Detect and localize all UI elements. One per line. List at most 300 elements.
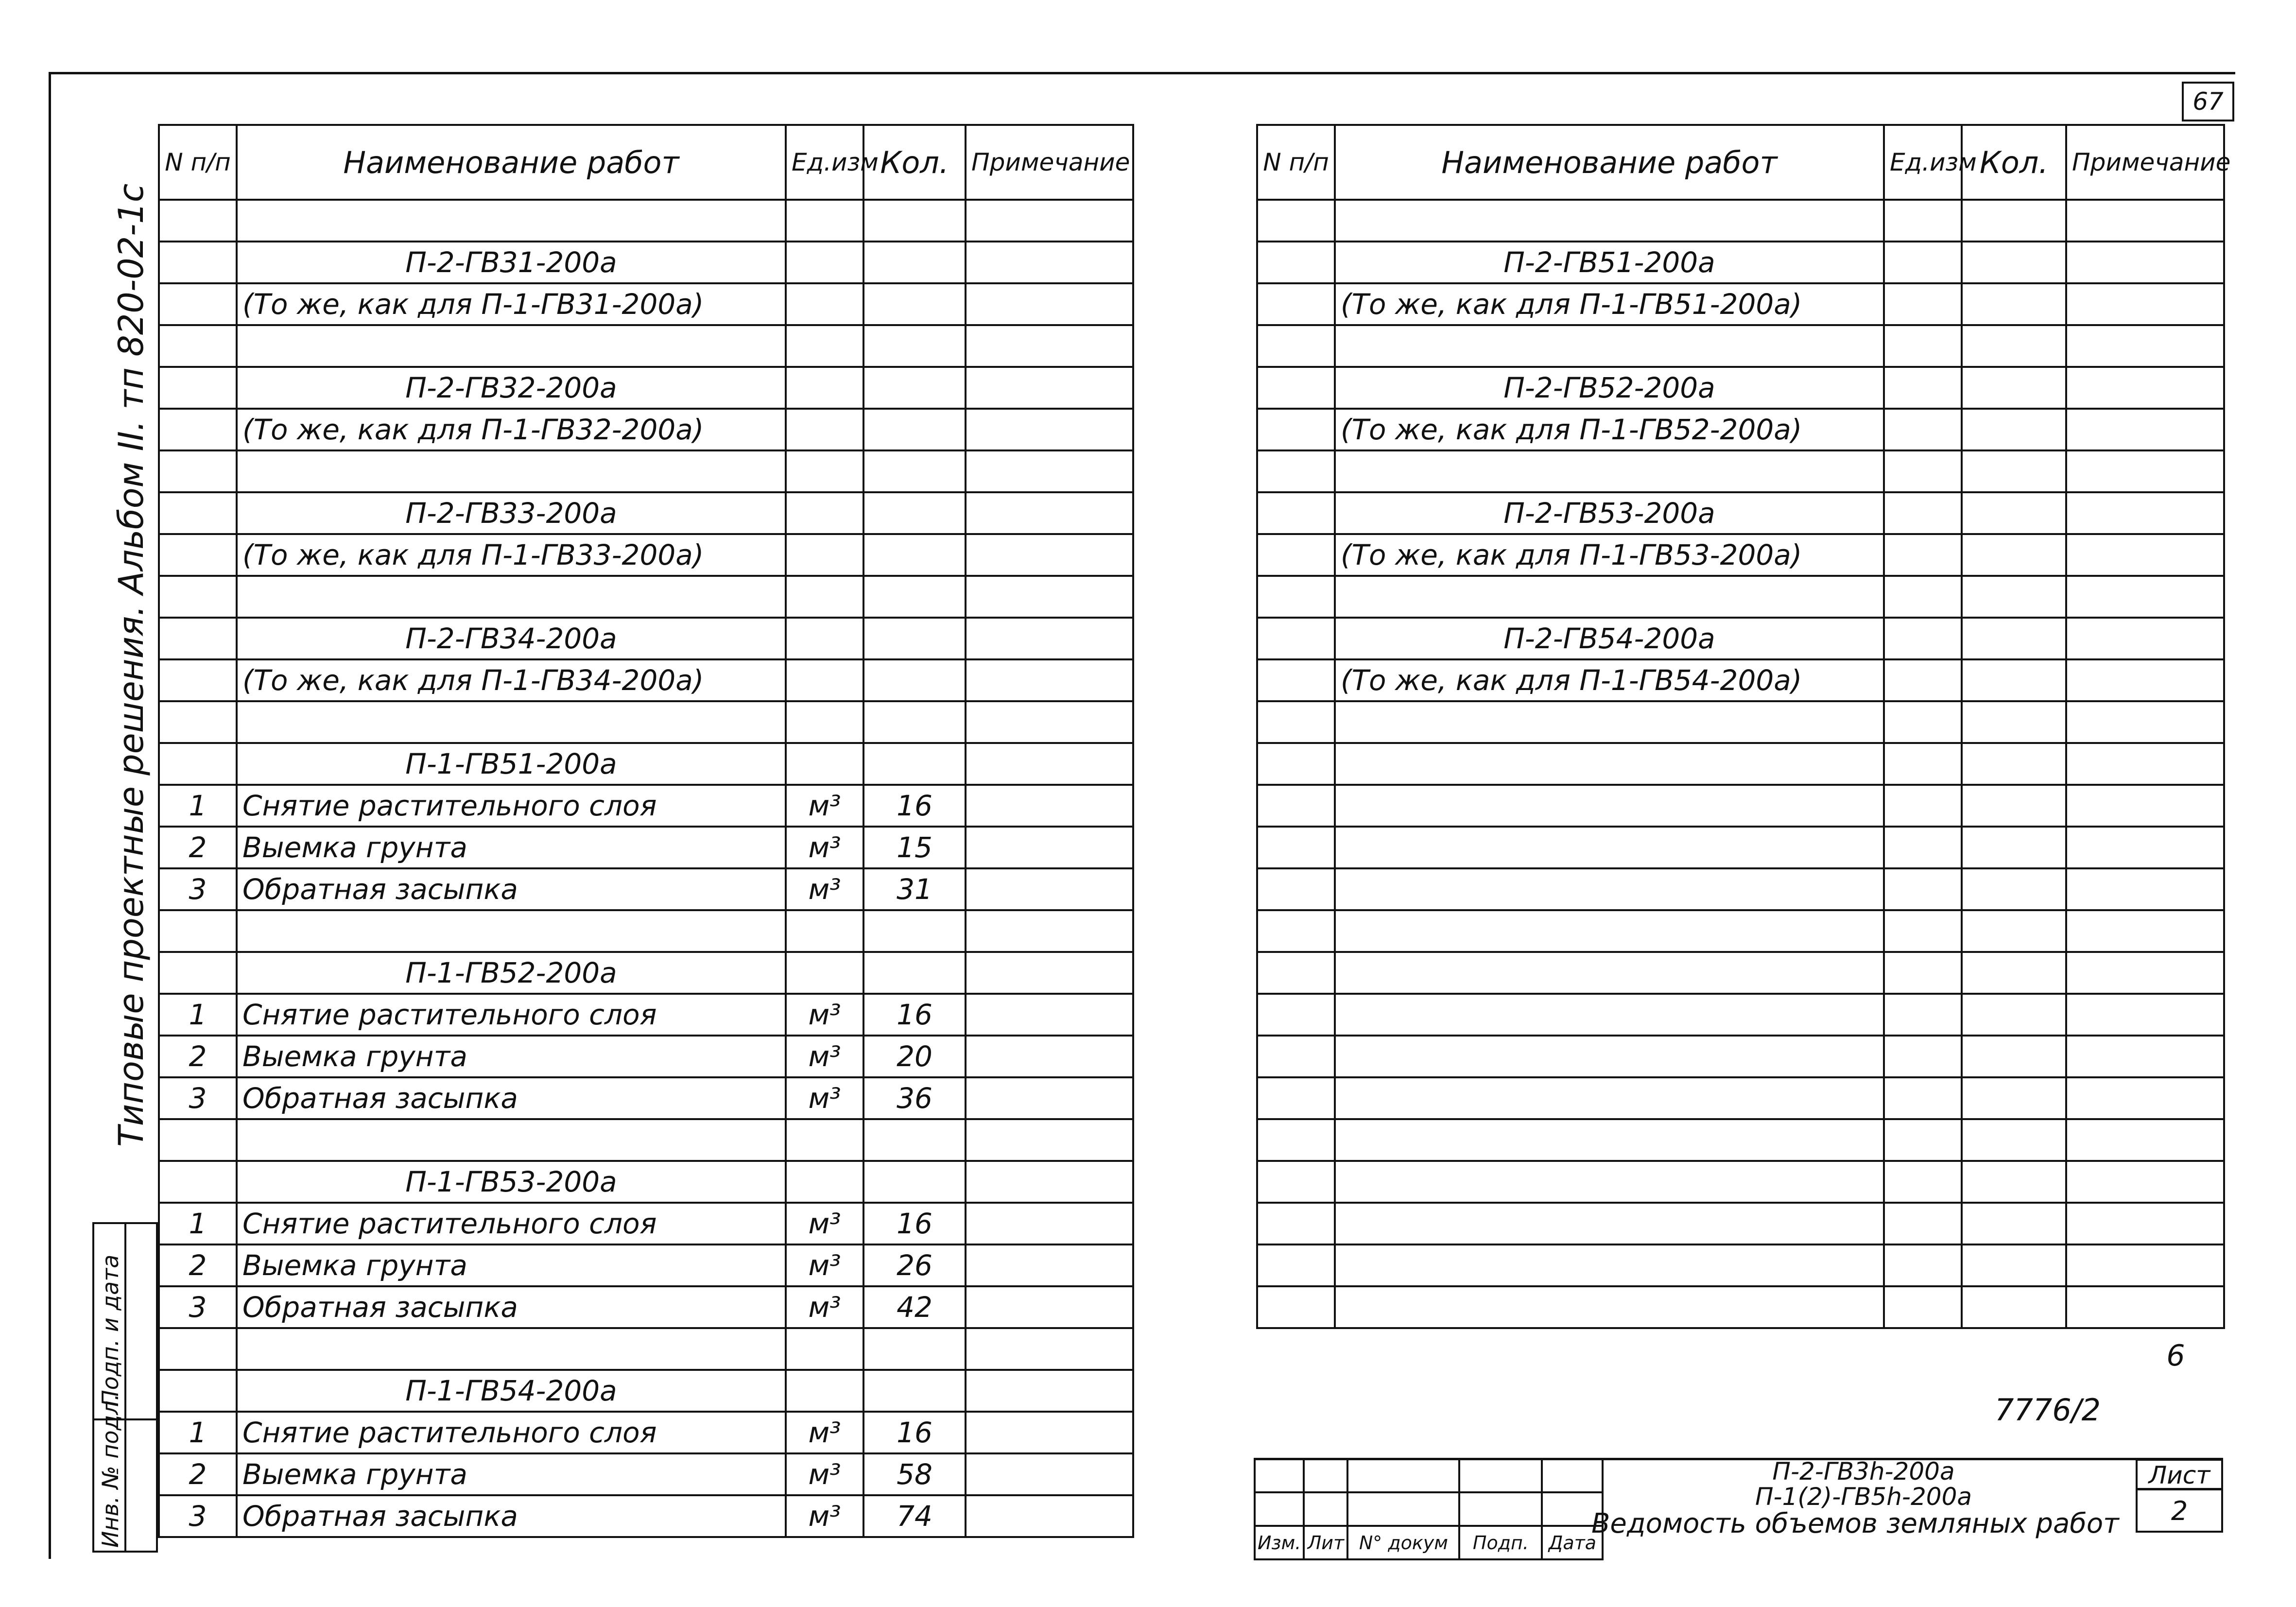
reference-row — [159, 283, 1133, 325]
empty-cell — [1257, 1036, 1335, 1077]
blank-row — [1257, 994, 2224, 1036]
item-unit: м³ — [786, 827, 863, 868]
empty-cell — [237, 450, 786, 492]
blank-row — [1257, 450, 2224, 492]
empty-cell — [159, 701, 237, 743]
section-row — [1257, 492, 2224, 534]
item-note — [966, 1036, 1133, 1077]
reference-row — [159, 659, 1133, 701]
item-unit: м³ — [786, 1412, 863, 1453]
item-quantity — [863, 283, 966, 325]
doc-code-2: П-1(2)-ГВ5h-200а — [1755, 1483, 1972, 1511]
empty-cell — [1962, 910, 2066, 952]
section-row — [159, 1370, 1133, 1412]
empty-cell — [1335, 200, 1884, 242]
work-item-row — [159, 1077, 1133, 1119]
empty-cell — [1257, 743, 1335, 785]
empty-cell — [159, 200, 237, 242]
empty-cell — [1257, 1161, 1335, 1203]
empty-cell — [1335, 910, 1884, 952]
empty-cell — [1884, 952, 1962, 994]
left-works-table — [158, 124, 1134, 1538]
item-name: Снятие растительного слоя — [237, 1203, 786, 1244]
section-title: П-1-ГВ54-200а — [237, 1370, 786, 1412]
item-note — [966, 409, 1133, 450]
item-unit — [786, 659, 863, 701]
blank-row — [159, 1328, 1133, 1370]
empty-cell — [1884, 325, 1962, 367]
reference-row — [1257, 659, 2224, 701]
empty-cell — [2066, 1286, 2224, 1328]
empty-cell — [1257, 1077, 1335, 1119]
section-title: П-2-ГВ34-200а — [237, 618, 786, 659]
empty-cell — [1962, 576, 2066, 618]
item-number — [1257, 492, 1335, 534]
title-block-codes — [1594, 1459, 2133, 1509]
section-title: П-2-ГВ33-200а — [237, 492, 786, 534]
blank-row — [159, 910, 1133, 952]
item-quantity — [863, 492, 966, 534]
item-note — [966, 1077, 1133, 1119]
empty-cell — [2066, 200, 2224, 242]
blank-row — [159, 701, 1133, 743]
item-unit — [786, 1161, 863, 1203]
empty-cell — [863, 325, 966, 367]
empty-cell — [1884, 1244, 1962, 1286]
blank-row — [159, 576, 1133, 618]
empty-cell — [1962, 1077, 2066, 1119]
empty-cell — [1884, 200, 1962, 242]
item-name: Снятие растительного слоя — [237, 785, 786, 827]
item-quantity — [863, 618, 966, 659]
item-number — [159, 409, 237, 450]
empty-cell — [863, 701, 966, 743]
item-unit: м³ — [786, 1203, 863, 1244]
item-note — [966, 1203, 1133, 1244]
item-name: Выемка грунта — [237, 1244, 786, 1286]
item-unit: м³ — [786, 1286, 863, 1328]
empty-cell — [2066, 1161, 2224, 1203]
item-name: Обратная засыпка — [237, 1077, 786, 1119]
empty-cell — [1257, 868, 1335, 910]
empty-cell — [1962, 1203, 2066, 1244]
reference-row — [1257, 409, 2224, 450]
blank-row — [1257, 868, 2224, 910]
item-note — [966, 1286, 1133, 1328]
item-note — [966, 952, 1133, 994]
item-note — [966, 659, 1133, 701]
empty-cell — [2066, 1077, 2224, 1119]
item-quantity — [1962, 367, 2066, 409]
empty-cell — [1884, 1286, 1962, 1328]
empty-cell — [1962, 743, 2066, 785]
item-quantity — [1962, 492, 2066, 534]
empty-cell — [1962, 827, 2066, 868]
empty-cell — [159, 576, 237, 618]
header-name: Наименование работ — [1335, 125, 1884, 200]
empty-cell — [1884, 701, 1962, 743]
item-quantity: 16 — [863, 785, 966, 827]
item-note — [966, 994, 1133, 1036]
item-number: 3 — [159, 1077, 237, 1119]
item-quantity — [863, 1370, 966, 1412]
item-quantity — [863, 743, 966, 785]
item-quantity — [1962, 283, 2066, 325]
empty-cell — [2066, 450, 2224, 492]
item-number — [1257, 618, 1335, 659]
blank-row — [1257, 827, 2224, 868]
header-unit: Ед.изм — [1884, 125, 1962, 200]
empty-cell — [1257, 576, 1335, 618]
item-number: 1 — [159, 994, 237, 1036]
item-unit — [1884, 409, 1962, 450]
item-number: 1 — [159, 1412, 237, 1453]
empty-cell — [966, 200, 1133, 242]
item-number — [159, 283, 237, 325]
blank-row — [1257, 1036, 2224, 1077]
empty-cell — [863, 1119, 966, 1161]
item-number — [159, 743, 237, 785]
item-unit: м³ — [786, 1036, 863, 1077]
empty-cell — [1962, 994, 2066, 1036]
item-number — [159, 367, 237, 409]
header-num: N п/п — [1257, 125, 1335, 200]
section-row — [159, 242, 1133, 283]
corner-mark: 6 — [2166, 1339, 2185, 1373]
empty-cell — [1884, 1077, 1962, 1119]
empty-cell — [786, 1119, 863, 1161]
empty-cell — [237, 576, 786, 618]
section-row — [159, 367, 1133, 409]
empty-cell — [1962, 952, 2066, 994]
empty-cell — [1335, 952, 1884, 994]
empty-cell — [1962, 450, 2066, 492]
empty-cell — [1884, 743, 1962, 785]
work-item-row — [159, 1203, 1133, 1244]
empty-cell — [1257, 827, 1335, 868]
item-unit — [786, 534, 863, 576]
item-unit — [1884, 283, 1962, 325]
item-number: 1 — [159, 785, 237, 827]
section-row — [1257, 618, 2224, 659]
header-qty: Кол. — [1962, 125, 2066, 200]
item-unit — [786, 1370, 863, 1412]
section-title: П-2-ГВ54-200а — [1335, 618, 1884, 659]
item-note — [966, 785, 1133, 827]
empty-cell — [1962, 785, 2066, 827]
item-quantity — [863, 409, 966, 450]
item-note — [966, 1412, 1133, 1453]
empty-cell — [1335, 868, 1884, 910]
item-note — [2066, 618, 2224, 659]
empty-cell — [1962, 325, 2066, 367]
item-unit — [1884, 534, 1962, 576]
item-number — [159, 534, 237, 576]
work-item-row — [159, 994, 1133, 1036]
empty-cell — [1257, 1286, 1335, 1328]
blank-row — [1257, 785, 2224, 827]
section-row — [159, 618, 1133, 659]
item-quantity: 74 — [863, 1495, 966, 1537]
reference-row — [1257, 534, 2224, 576]
item-number — [1257, 409, 1335, 450]
item-number: 2 — [159, 827, 237, 868]
empty-cell — [2066, 827, 2224, 868]
section-title: П-1-ГВ53-200а — [237, 1161, 786, 1203]
empty-cell — [159, 450, 237, 492]
empty-cell — [786, 325, 863, 367]
reference-row — [159, 409, 1133, 450]
sign-date-label: Подп. и дата — [97, 1254, 123, 1407]
item-name: Снятие растительного слоя — [237, 1412, 786, 1453]
empty-cell — [2066, 868, 2224, 910]
empty-cell — [2066, 952, 2224, 994]
blank-row — [1257, 701, 2224, 743]
work-item-row — [159, 868, 1133, 910]
item-quantity: 20 — [863, 1036, 966, 1077]
blank-row — [1257, 1077, 2224, 1119]
empty-cell — [1962, 1244, 2066, 1286]
empty-cell — [1884, 1036, 1962, 1077]
item-unit — [786, 618, 863, 659]
blank-row — [1257, 1244, 2224, 1286]
empty-cell — [863, 1328, 966, 1370]
archive-code: 7776/2 — [1995, 1392, 2101, 1428]
empty-cell — [1335, 325, 1884, 367]
empty-cell — [1884, 785, 1962, 827]
empty-cell — [1257, 701, 1335, 743]
item-name: Выемка грунта — [237, 827, 786, 868]
item-note — [966, 242, 1133, 283]
right-table-body — [1257, 200, 2224, 1328]
item-number — [159, 952, 237, 994]
section-row — [159, 743, 1133, 785]
item-note — [966, 492, 1133, 534]
item-number — [159, 659, 237, 701]
table-header-row — [1257, 125, 2224, 200]
empty-cell — [1257, 450, 1335, 492]
item-number — [1257, 534, 1335, 576]
blank-row — [1257, 200, 2224, 242]
item-quantity: 31 — [863, 868, 966, 910]
section-title: П-2-ГВ53-200а — [1335, 492, 1884, 534]
item-unit: м³ — [786, 994, 863, 1036]
item-number: 3 — [159, 868, 237, 910]
empty-cell — [1335, 1244, 1884, 1286]
empty-cell — [966, 1119, 1133, 1161]
empty-cell — [237, 325, 786, 367]
reference-text: (То же, как для П-1-ГВ51-200а) — [1335, 283, 1884, 325]
header-qty: Кол. — [863, 125, 966, 200]
blank-row — [1257, 576, 2224, 618]
col-label-change: Изм. — [1255, 1526, 1304, 1559]
empty-cell — [1335, 1286, 1884, 1328]
item-quantity: 15 — [863, 827, 966, 868]
item-note — [2066, 242, 2224, 283]
item-quantity — [1962, 659, 2066, 701]
item-note — [2066, 367, 2224, 409]
item-note — [966, 1495, 1133, 1537]
col-label-docnum: N° докум — [1347, 1526, 1459, 1559]
item-unit — [786, 492, 863, 534]
table-header-row — [159, 125, 1133, 200]
item-unit: м³ — [786, 1453, 863, 1495]
item-note — [966, 1453, 1133, 1495]
item-note — [966, 1244, 1133, 1286]
empty-cell — [786, 450, 863, 492]
empty-cell — [1335, 1036, 1884, 1077]
empty-cell — [159, 1328, 237, 1370]
item-unit — [786, 283, 863, 325]
item-note — [2066, 534, 2224, 576]
sheet-label: Лист — [2136, 1459, 2223, 1490]
item-quantity — [1962, 242, 2066, 283]
item-quantity: 36 — [863, 1077, 966, 1119]
blank-row — [1257, 743, 2224, 785]
item-quantity — [1962, 618, 2066, 659]
empty-cell — [237, 1328, 786, 1370]
item-number: 3 — [159, 1286, 237, 1328]
empty-cell — [237, 1119, 786, 1161]
item-number: 2 — [159, 1244, 237, 1286]
inventory-number-label: Инв. № подл. — [97, 1393, 123, 1548]
empty-cell — [966, 576, 1133, 618]
empty-cell — [1335, 576, 1884, 618]
empty-cell — [1335, 827, 1884, 868]
empty-cell — [1884, 1203, 1962, 1244]
empty-cell — [786, 701, 863, 743]
empty-cell — [2066, 910, 2224, 952]
item-note — [2066, 409, 2224, 450]
item-unit — [1884, 367, 1962, 409]
item-unit — [1884, 659, 1962, 701]
empty-cell — [1335, 1203, 1884, 1244]
item-note — [966, 534, 1133, 576]
album-side-title: Типовые проектные решения. Альбом II. тп 820-02-1с — [111, 183, 151, 1147]
right-works-table — [1256, 124, 2231, 1329]
item-number: 3 — [159, 1495, 237, 1537]
section-row — [159, 952, 1133, 994]
item-quantity: 26 — [863, 1244, 966, 1286]
empty-cell — [1257, 785, 1335, 827]
blank-row — [159, 450, 1133, 492]
reference-text: (То же, как для П-1-ГВ32-200а) — [237, 409, 786, 450]
section-title: П-2-ГВ51-200а — [1335, 242, 1884, 283]
empty-cell — [237, 200, 786, 242]
doc-code-1: П-2-ГВ3h-200а — [1772, 1457, 1955, 1486]
header-name: Наименование работ — [237, 125, 786, 200]
item-unit: м³ — [786, 1244, 863, 1286]
blank-row — [1257, 325, 2224, 367]
work-item-row — [159, 1286, 1133, 1328]
reference-text: (То же, как для П-1-ГВ53-200а) — [1335, 534, 1884, 576]
empty-cell — [1335, 743, 1884, 785]
empty-cell — [2066, 1244, 2224, 1286]
item-number: 1 — [159, 1203, 237, 1244]
blank-row — [1257, 952, 2224, 994]
empty-cell — [1884, 994, 1962, 1036]
item-note — [2066, 492, 2224, 534]
item-quantity: 16 — [863, 1203, 966, 1244]
item-number — [159, 492, 237, 534]
empty-cell — [1884, 910, 1962, 952]
empty-cell — [1335, 1077, 1884, 1119]
item-quantity — [1962, 534, 2066, 576]
empty-cell — [1257, 910, 1335, 952]
item-number — [159, 1161, 237, 1203]
document-name: Ведомость объемов земляных работ — [1591, 1508, 2119, 1539]
blank-row — [1257, 910, 2224, 952]
empty-cell — [966, 910, 1133, 952]
empty-cell — [1257, 1119, 1335, 1161]
item-note — [966, 367, 1133, 409]
empty-cell — [2066, 1203, 2224, 1244]
item-note — [2066, 659, 2224, 701]
section-title: П-1-ГВ51-200а — [237, 743, 786, 785]
empty-cell — [1962, 1119, 2066, 1161]
item-number — [1257, 367, 1335, 409]
blank-row — [159, 325, 1133, 367]
reference-text: (То же, как для П-1-ГВ52-200а) — [1335, 409, 1884, 450]
item-unit — [786, 242, 863, 283]
work-item-row — [159, 1036, 1133, 1077]
item-name: Обратная засыпка — [237, 1495, 786, 1537]
empty-cell — [1962, 868, 2066, 910]
empty-cell — [1335, 701, 1884, 743]
empty-cell — [1335, 450, 1884, 492]
empty-cell — [2066, 1119, 2224, 1161]
empty-cell — [863, 576, 966, 618]
empty-cell — [1884, 450, 1962, 492]
blank-row — [159, 200, 1133, 242]
empty-cell — [786, 1328, 863, 1370]
item-unit: м³ — [786, 868, 863, 910]
section-title: П-1-ГВ52-200а — [237, 952, 786, 994]
empty-cell — [1962, 1161, 2066, 1203]
item-note — [966, 743, 1133, 785]
empty-cell — [1962, 701, 2066, 743]
empty-cell — [1884, 1161, 1962, 1203]
item-unit — [1884, 618, 1962, 659]
title-block-signature-grid — [1254, 1458, 1604, 1560]
empty-cell — [1884, 1119, 1962, 1161]
blank-row — [1257, 1119, 2224, 1161]
empty-cell — [863, 450, 966, 492]
item-number — [1257, 283, 1335, 325]
empty-cell — [1962, 200, 2066, 242]
item-unit — [786, 743, 863, 785]
section-row — [1257, 367, 2224, 409]
item-quantity: 42 — [863, 1286, 966, 1328]
item-name: Обратная засыпка — [237, 868, 786, 910]
item-quantity: 58 — [863, 1453, 966, 1495]
section-title: П-2-ГВ32-200а — [237, 367, 786, 409]
item-name: Выемка грунта — [237, 1036, 786, 1077]
blank-row — [1257, 1286, 2224, 1328]
empty-cell — [1257, 1203, 1335, 1244]
item-note — [966, 1161, 1133, 1203]
item-quantity: 16 — [863, 994, 966, 1036]
work-item-row — [159, 1244, 1133, 1286]
empty-cell — [1884, 576, 1962, 618]
empty-cell — [786, 910, 863, 952]
section-title: П-2-ГВ52-200а — [1335, 367, 1884, 409]
reference-row — [1257, 283, 2224, 325]
empty-cell — [863, 910, 966, 952]
item-quantity: 16 — [863, 1412, 966, 1453]
empty-cell — [1335, 785, 1884, 827]
left-table-body — [159, 200, 1133, 1537]
